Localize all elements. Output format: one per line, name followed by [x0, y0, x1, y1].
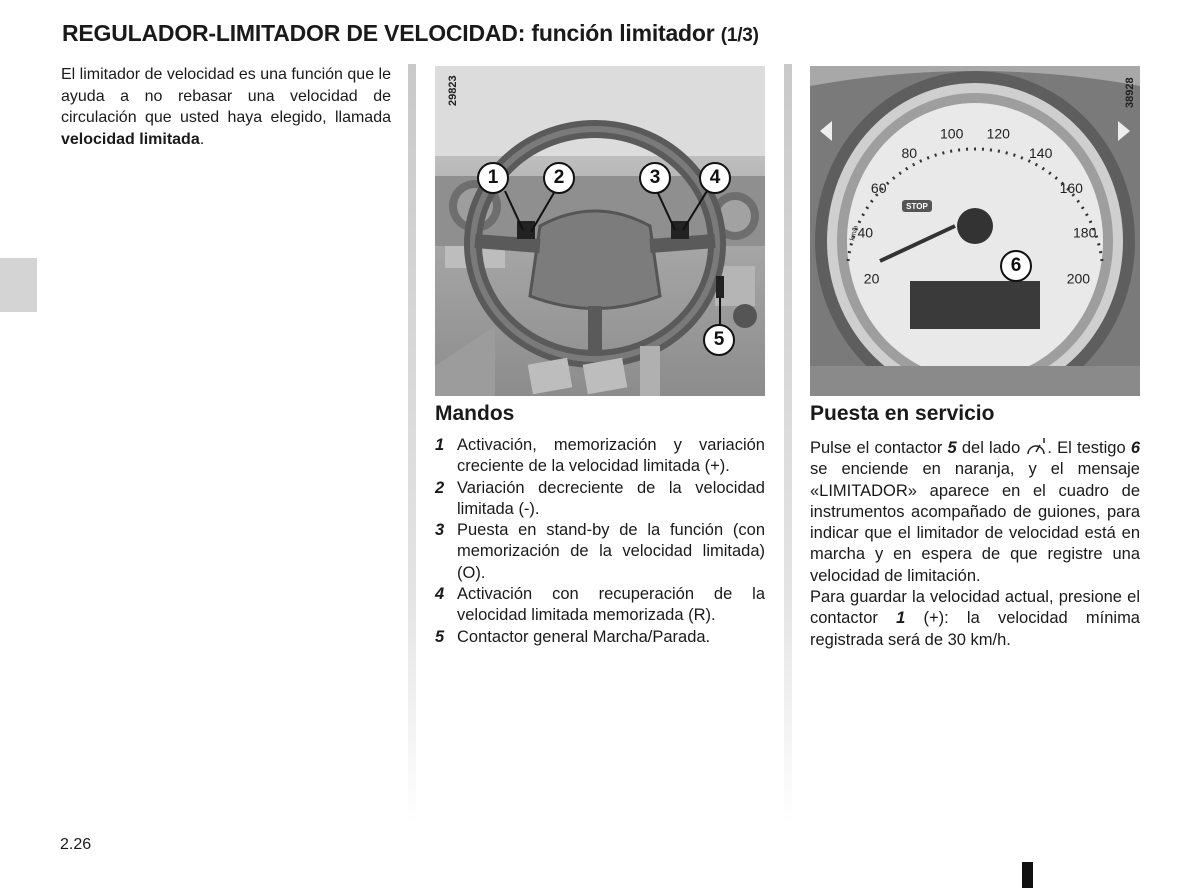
- speed-tick-120: 120: [986, 125, 1010, 142]
- figure-code-left: 29823: [447, 75, 459, 106]
- item-text: Activación con recuperación de la velocidad limitada memorizada (R).: [457, 585, 765, 625]
- column-divider-right: [784, 64, 792, 824]
- speedometer-illustration: [810, 66, 1140, 396]
- speed-tick-180: 180: [1073, 224, 1097, 241]
- list-item: [435, 584, 765, 627]
- speed-tick-200: 200: [1066, 270, 1091, 287]
- page-title-suffix: (1/3): [720, 25, 759, 46]
- text-run: se enciende en naranja, y el mensaje «LIMITADOR» aparece en el cuadro de instrumentos acompañado de guiones, para indicar que el limitador de velocidad está en marcha y en espera de que registre una velocidad de limitación.: [810, 460, 1140, 585]
- intro-paragraph: [61, 64, 391, 150]
- item-text: Variación decreciente de la velocidad limitada (-).: [457, 478, 765, 518]
- callout-3: 3: [639, 162, 671, 194]
- servicio-paragraph-1: [810, 437, 1140, 587]
- heading-mandos: Mandos: [435, 402, 515, 425]
- list-item: [435, 478, 765, 521]
- intro-bold: velocidad limitada: [61, 130, 200, 148]
- speed-limiter-icon: [1025, 437, 1047, 457]
- callout-1: 1: [477, 162, 509, 194]
- ref-number: 5: [947, 439, 957, 457]
- item-number: 5: [435, 627, 445, 646]
- item-number: 3: [435, 521, 445, 540]
- speed-tick-100: 100: [940, 125, 964, 142]
- intro-text: El limitador de velocidad es una función que le ayuda a no rebasar una velocidad de circulación que usted haya elegido, llamada: [61, 66, 391, 126]
- controls-list: [435, 435, 765, 648]
- text-run: del lado: [956, 439, 1026, 457]
- speed-tick-20: 20: [863, 270, 880, 287]
- text-run: Para guardar la velocidad actual, presione el contactor: [810, 588, 1140, 628]
- page-title-text: REGULADOR-LIMITADOR DE VELOCIDAD: función limitador: [62, 20, 715, 46]
- item-number: 2: [435, 478, 445, 497]
- unit-label: km/h: [849, 225, 860, 242]
- text-run: Pulse el contactor: [810, 439, 948, 457]
- text-run: (+): la velocidad mínima registrada será de 30 km/h.: [810, 609, 1140, 649]
- item-text: Activación, memorización y variación creciente de la velocidad limitada (+).: [457, 436, 765, 476]
- callout-4: 4: [699, 162, 731, 194]
- stop-label: STOP: [906, 202, 928, 211]
- chapter-tab: [0, 258, 37, 312]
- speed-tick-80: 80: [901, 144, 918, 161]
- page-number: 2.26: [60, 836, 92, 853]
- intro-end: .: [199, 130, 205, 148]
- callout-6: 6: [1000, 250, 1032, 282]
- ref-number: 1: [896, 609, 906, 628]
- callout-2: 2: [543, 162, 575, 194]
- page-title: [62, 20, 759, 47]
- list-item: [435, 520, 765, 584]
- servicio-text: [810, 437, 1140, 651]
- speed-tick-60: 60: [870, 179, 887, 196]
- item-number: 1: [435, 436, 445, 454]
- steering-wheel-photo: [435, 66, 765, 396]
- heading-puesta-en-servicio: Puesta en servicio: [810, 402, 995, 425]
- instrument-cluster-photo: [810, 66, 1140, 396]
- callout-5: 5: [703, 324, 735, 356]
- item-text: Contactor general Marcha/Parada.: [457, 627, 711, 646]
- page-edge-mark: [1022, 862, 1033, 888]
- column-divider-left: [408, 64, 416, 824]
- servicio-paragraph-2: [810, 587, 1140, 651]
- figure-code-right: 38928: [1124, 77, 1136, 108]
- speed-tick-160: 160: [1059, 179, 1083, 196]
- list-item: [435, 627, 765, 648]
- speed-tick-40: 40: [857, 224, 874, 241]
- ref-number: 6: [1130, 439, 1140, 457]
- list-item: [435, 435, 765, 478]
- item-text: Puesta en stand-by de la función (con memorización de la velocidad limitada) (O).: [457, 521, 765, 582]
- speed-tick-140: 140: [1029, 144, 1053, 161]
- item-number: 4: [435, 585, 445, 604]
- text-run: . El testigo: [1047, 439, 1131, 457]
